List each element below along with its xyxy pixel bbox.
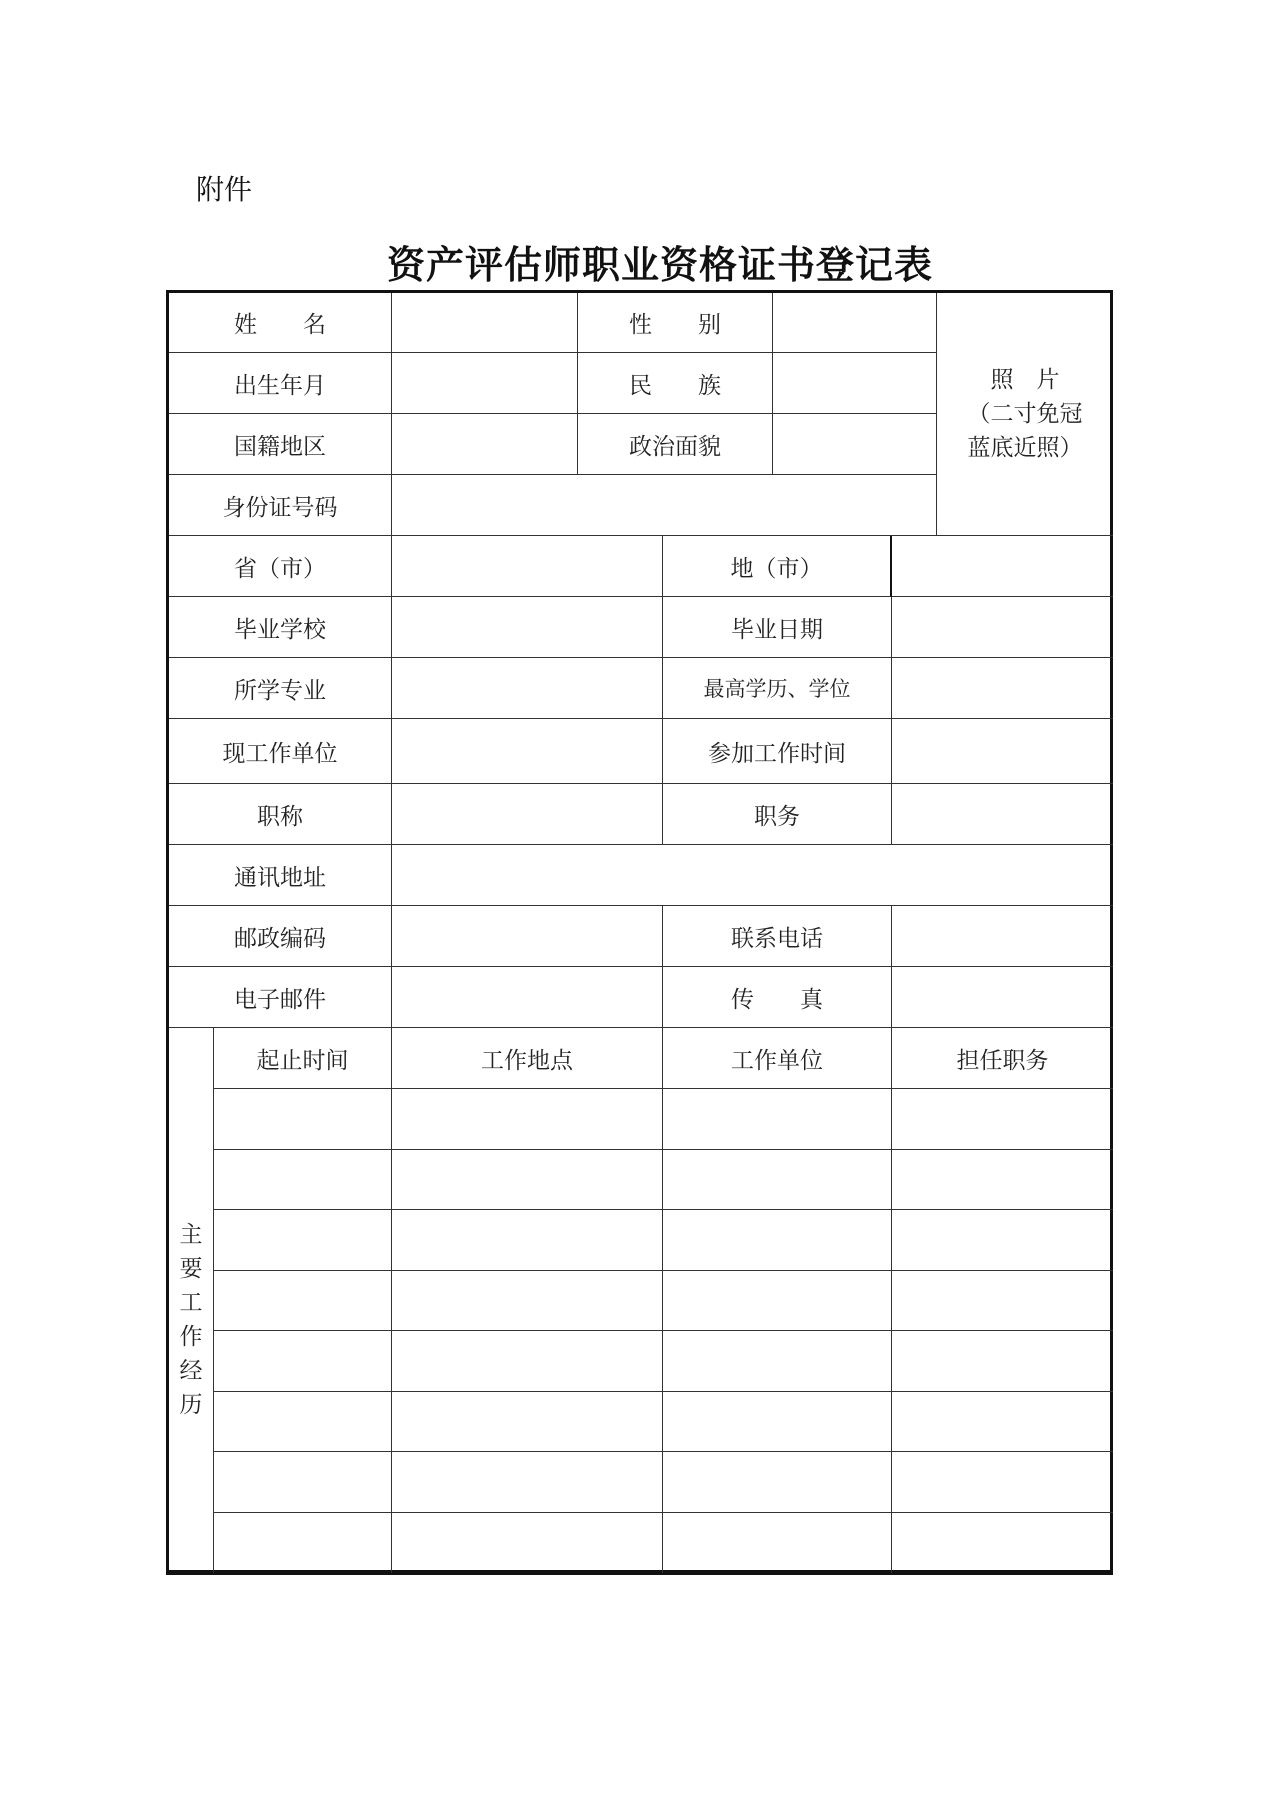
header-period: 起止时间 — [214, 1028, 392, 1089]
work-history-role-field[interactable] — [892, 1452, 1113, 1513]
work-history-period-field[interactable] — [214, 1089, 392, 1150]
id-number-field[interactable] — [392, 475, 937, 536]
position-field[interactable] — [892, 784, 1113, 845]
section-char: 要 — [179, 1256, 203, 1282]
major-field[interactable] — [392, 658, 663, 719]
work-history-employer-field[interactable] — [663, 1513, 892, 1574]
section-char: 工 — [179, 1290, 203, 1316]
registration-form-table — [166, 290, 1113, 1575]
work-history-employer-field[interactable] — [663, 1452, 892, 1513]
work-history-period-field[interactable] — [214, 1331, 392, 1392]
address-field[interactable] — [392, 845, 1113, 906]
graduation-date-label: 毕业日期 — [663, 597, 892, 658]
province-field[interactable] — [392, 536, 663, 597]
form-title: 资产评估师职业资格证书登记表 — [386, 242, 933, 287]
phone-label: 联系电话 — [663, 906, 892, 967]
birth-label: 出生年月 — [169, 353, 392, 414]
header-location: 工作地点 — [392, 1028, 663, 1089]
work-start-field[interactable] — [892, 719, 1113, 784]
work-history-role-field[interactable] — [892, 1392, 1113, 1453]
work-history-role-field[interactable] — [892, 1210, 1113, 1271]
work-history-location-field[interactable] — [392, 1210, 663, 1271]
email-label: 电子邮件 — [169, 967, 392, 1028]
work-history-period-field[interactable] — [214, 1392, 392, 1453]
fax-label: 传 真 — [663, 967, 892, 1028]
city-field[interactable] — [892, 536, 1113, 597]
fax-field[interactable] — [892, 967, 1113, 1028]
email-field[interactable] — [392, 967, 663, 1028]
name-field[interactable] — [392, 293, 578, 353]
nationality-field[interactable] — [392, 414, 578, 475]
name-label: 姓 名 — [169, 293, 392, 353]
work-history-employer-field[interactable] — [663, 1392, 892, 1453]
city-label: 地（市） — [663, 536, 892, 597]
position-label: 职务 — [663, 784, 892, 845]
political-status-field[interactable] — [773, 414, 937, 475]
political-status-label: 政治面貌 — [578, 414, 773, 475]
work-history-location-field[interactable] — [392, 1271, 663, 1332]
postcode-field[interactable] — [392, 906, 663, 967]
province-label: 省（市） — [169, 536, 392, 597]
school-label: 毕业学校 — [169, 597, 392, 658]
work-history-location-field[interactable] — [392, 1452, 663, 1513]
photo-hint-2: 蓝底近照） — [967, 435, 1083, 461]
work-history-role-field[interactable] — [892, 1331, 1113, 1392]
work-history-location-field[interactable] — [392, 1392, 663, 1453]
professional-title-field[interactable] — [392, 784, 663, 845]
ethnicity-field[interactable] — [773, 353, 937, 414]
postcode-label: 邮政编码 — [169, 906, 392, 967]
work-history-period-field[interactable] — [214, 1150, 392, 1211]
birth-field[interactable] — [392, 353, 578, 414]
work-history-period-field[interactable] — [214, 1271, 392, 1332]
work-history-employer-field[interactable] — [663, 1089, 892, 1150]
photo-label: 照 片 — [990, 367, 1060, 393]
work-history-section-label — [169, 1028, 214, 1573]
work-start-label: 参加工作时间 — [663, 719, 892, 784]
work-history-location-field[interactable] — [392, 1089, 663, 1150]
major-label: 所学专业 — [169, 658, 392, 719]
photo-hint-1: （二寸免冠 — [967, 401, 1083, 427]
phone-field[interactable] — [892, 906, 1113, 967]
degree-field[interactable] — [892, 658, 1113, 719]
ethnicity-label: 民 族 — [578, 353, 773, 414]
work-history-employer-field[interactable] — [663, 1331, 892, 1392]
section-char: 经 — [179, 1358, 203, 1384]
header-role: 担任职务 — [892, 1028, 1113, 1089]
attachment-label: 附件 — [196, 173, 253, 206]
school-field[interactable] — [392, 597, 663, 658]
work-history-period-field[interactable] — [214, 1513, 392, 1574]
work-history-employer-field[interactable] — [663, 1271, 892, 1332]
work-history-period-field[interactable] — [214, 1210, 392, 1271]
section-char: 主 — [179, 1222, 203, 1248]
employer-field[interactable] — [392, 719, 663, 784]
id-number-label: 身份证号码 — [169, 475, 392, 536]
section-char: 作 — [179, 1324, 203, 1350]
work-history-period-field[interactable] — [214, 1452, 392, 1513]
photo-box[interactable] — [937, 293, 1113, 536]
gender-field[interactable] — [773, 293, 937, 353]
work-history-location-field[interactable] — [392, 1513, 663, 1574]
graduation-date-field[interactable] — [892, 597, 1113, 658]
professional-title-label: 职称 — [169, 784, 392, 845]
employer-label: 现工作单位 — [169, 719, 392, 784]
work-history-role-field[interactable] — [892, 1089, 1113, 1150]
header-employer: 工作单位 — [663, 1028, 892, 1089]
work-history-location-field[interactable] — [392, 1331, 663, 1392]
work-history-location-field[interactable] — [392, 1150, 663, 1211]
address-label: 通讯地址 — [169, 845, 392, 906]
gender-label: 性 别 — [578, 293, 773, 353]
work-history-role-field[interactable] — [892, 1271, 1113, 1332]
work-history-employer-field[interactable] — [663, 1210, 892, 1271]
section-char: 历 — [179, 1392, 203, 1418]
work-history-role-field[interactable] — [892, 1150, 1113, 1211]
work-history-employer-field[interactable] — [663, 1150, 892, 1211]
work-history-role-field[interactable] — [892, 1513, 1113, 1574]
nationality-label: 国籍地区 — [169, 414, 392, 475]
degree-label: 最高学历、学位 — [663, 658, 892, 719]
